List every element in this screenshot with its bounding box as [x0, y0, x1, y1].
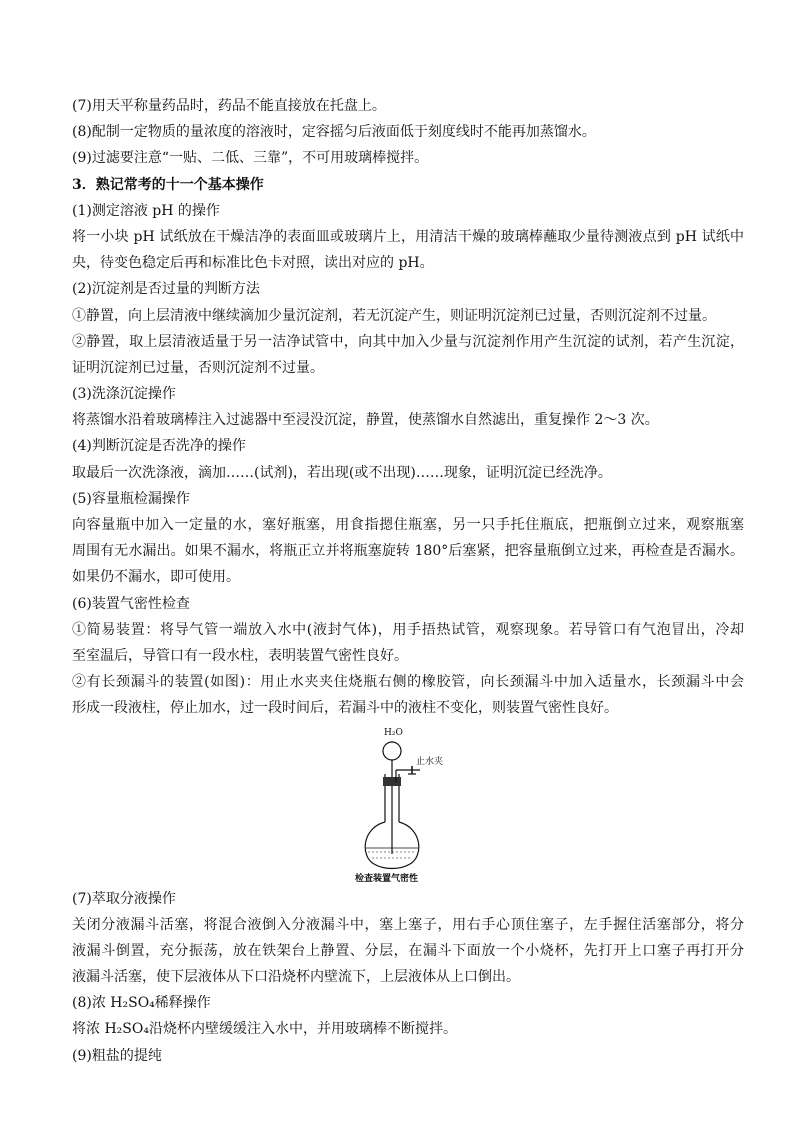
text-line: 液漏斗活塞，使下层液体从下口沿烧杯内壁流下，上层液体从上口倒出。 — [72, 969, 520, 986]
subheading: (3)洗涤沉淀操作 — [72, 386, 176, 403]
text-line: 关闭分液漏斗活塞，将混合液倒入分液漏斗中，塞上塞子，用右手心顶住塞子，左手握住活塞部分，将分 — [72, 916, 744, 933]
text-line: 取最后一次洗涤液，滴加……(试剂)，若出现(或不出现)……现象，证明沉淀已经洗净。 — [72, 464, 612, 481]
airtightness-figure — [72, 722, 744, 886]
text-line: (7)用天平称量药品时，药品不能直接放在托盘上。 — [72, 98, 386, 114]
text-line: 形成一段液柱，停止加水，过一段时间后，若漏斗中的液柱不变化，则装置气密性良好。 — [72, 700, 618, 717]
document-body — [72, 93, 744, 1069]
text-line: 将一小块 pH 试纸放在干燥洁净的表面皿或玻璃片上，用清洁干燥的玻璃棒蘸取少量待测液点到 pH 试纸中 — [72, 228, 744, 245]
figure-caption: 检查装置气密性 — [355, 873, 419, 884]
text-line: 央，待变色稳定后再和标准比色卡对照，读出对应的 pH。 — [72, 255, 434, 272]
subheading: (8)浓 H₂SO₄稀释操作 — [72, 995, 211, 1012]
text-line: 周围有无水漏出。如果不漏水，将瓶正立并将瓶塞旋转 180°后塞紧，把容量瓶倒立过来，再检查是否漏水。 — [72, 543, 744, 560]
funnel-bulb — [383, 742, 401, 760]
flask-stopper — [383, 777, 401, 786]
text-line: 至室温后，导管口有一段水柱，表明装置气密性良好。 — [72, 647, 408, 664]
text-line: ①简易装置：将导气管一端放入水中(液封气体)，用手捂热试管，观察现象。若导管口有气泡冒出，冷却 — [72, 621, 744, 638]
subheading: (2)沉淀剂是否过量的判断方法 — [72, 281, 260, 298]
h2o-label: H₂O — [384, 727, 403, 738]
text-line: 将蒸馏水沿着玻璃棒注入过滤器中至浸没沉淀，静置，使蒸馏水自然滤出，重复操作 2～3 次。 — [72, 412, 659, 429]
subheading: (5)容量瓶检漏操作 — [72, 490, 190, 507]
text-line: 证明沉淀剂已过量，否则沉淀剂不过量。 — [72, 359, 324, 376]
subheading: (1)测定溶液 pH 的操作 — [72, 202, 220, 219]
subheading: (6)装置气密性检查 — [72, 595, 190, 612]
subheading: (4)判断沉淀是否洗净的操作 — [72, 438, 246, 455]
text-line: (8)配制一定物质的量浓度的溶液时，定容摇匀后液面低于刻度线时不能再加蒸馏水。 — [72, 124, 596, 141]
clamp-label: 止水夹 — [416, 756, 444, 767]
text-line: 向容量瓶中加入一定量的水，塞好瓶塞，用食指摁住瓶塞，另一只手托住瓶底，把瓶倒立过来，观察瓶塞 — [72, 517, 744, 533]
text-line: 如果仍不漏水，即可使用。 — [72, 569, 240, 586]
subheading: (7)萃取分液操作 — [72, 890, 176, 907]
text-line: 液漏斗倒置，充分振荡，放在铁架台上静置、分层，在漏斗下面放一个小烧杯，先打开上口塞子再打开分 — [72, 942, 744, 959]
section-heading: 3．熟记常考的十一个基本操作 — [72, 176, 264, 193]
text-line: ①静置，向上层清液中继续滴加少量沉淀剂，若无沉淀产生，则证明沉淀剂已过量，否则沉淀剂不过量。 — [72, 307, 716, 324]
text-line: 将浓 H₂SO₄沿烧杯内壁缓缓注入水中，并用玻璃棒不断搅拌。 — [72, 1021, 457, 1038]
subheading: (9)粗盐的提纯 — [72, 1047, 162, 1064]
text-line: (9)过滤要注意“一贴、二低、三靠”，不可用玻璃棒搅拌。 — [72, 150, 429, 167]
apparatus-diagram — [352, 722, 472, 886]
text-line: ②有长颈漏斗的装置(如图)：用止水夹夹住烧瓶右侧的橡胶管，向长颈漏斗中加入适量水，长颈漏斗中会 — [72, 674, 744, 691]
text-line: ②静置，取上层清液适量于另一洁净试管中，向其中加入少量与沉淀剂作用产生沉淀的试剂，若产生沉淀， — [72, 333, 744, 350]
